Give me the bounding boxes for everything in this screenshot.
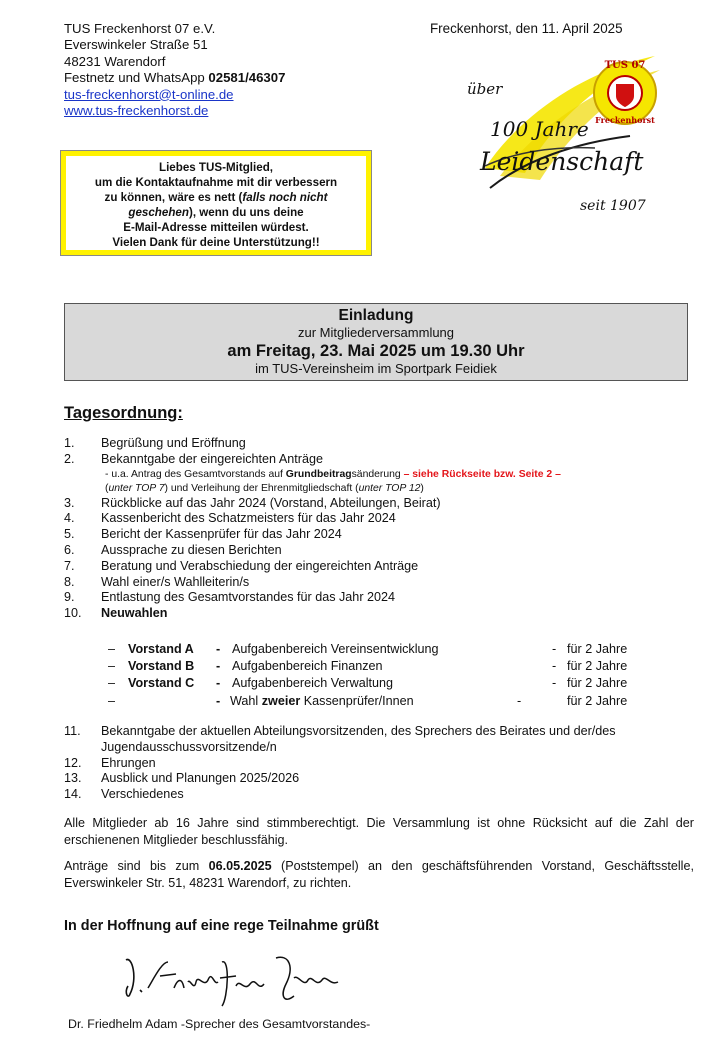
agenda-item: 6. Aussprache zu diesen Berichten — [64, 542, 282, 557]
notice-line: um die Kontaktaufnahme mit dir verbessern — [94, 176, 338, 189]
invitation-venue: im TUS-Vereinsheim im Sportpark Feidiek — [255, 361, 497, 376]
agenda-item: 9. Entlastung des Gesamtvorstandes für das Jahr 2024 — [64, 590, 396, 605]
agenda-list-continued — [64, 724, 704, 803]
agenda-heading: Tagesordnung: — [64, 404, 183, 422]
agenda-item: 12. Ehrungen — [64, 755, 156, 770]
notice-line: Liebes TUS-Mitglied, — [158, 161, 273, 174]
letter-date: Freckenhorst, den 11. April 2025 — [430, 21, 623, 36]
notice-text — [66, 156, 366, 250]
notice-line: geschehen), wenn du uns deine — [128, 206, 304, 219]
agenda-item: 11. Bekanntgabe der aktuellen Abteilungsvorsitzenden, des Sprechers des Beirates und der/des Jugendausschussvorsitzende/n — [64, 724, 616, 754]
agenda-item: 10. Neuwahlen — [64, 606, 168, 621]
sender-city: 48231 Warendorf — [64, 53, 166, 69]
sender-address — [64, 21, 285, 119]
greeting: In der Hoffnung auf eine rege Teilnahme grüßt — [64, 918, 379, 934]
agenda-item: 4. Kassenbericht des Schatzmeisters für das Jahr 2024 — [64, 511, 396, 526]
motions-text: Anträge sind bis zum 06.05.2025 (Poststempel) an den geschäftsführenden Vorstand, Geschäftsstelle, Everswinkeler Str. 51, 48231 Warendorf, zu richten. — [64, 859, 694, 890]
board-row: – Vorstand B - Aufgabenbereich Finanzen - für 2 Jahre — [108, 659, 628, 673]
notice-line: zu können, wäre es nett (falls noch nicht — [104, 191, 328, 204]
invitation-box — [64, 303, 688, 381]
agenda-item: 1. Begrüßung und Eröffnung — [64, 436, 246, 450]
sender-name: TUS Freckenhorst 07 e.V. — [64, 21, 216, 36]
logo-since: seit 1907 — [580, 198, 646, 214]
invitation-subtitle: zur Mitgliederversammlung — [297, 325, 455, 340]
agenda-item: 5. Bericht der Kassenprüfer für das Jahr 2024 — [64, 527, 342, 542]
board-row: – Vorstand C - Aufgabenbereich Verwaltung - für 2 Jahre — [108, 676, 628, 690]
email-link[interactable]: tus-freckenhorst@t-online.de — [64, 86, 234, 102]
signer-name: Dr. Friedhelm Adam -Sprecher des Gesamtvorstandes- — [68, 1017, 371, 1031]
notice-line: Vielen Dank für deine Unterstützung!! — [112, 236, 320, 249]
club-anniversary-logo — [455, 48, 670, 223]
voting-rights-text: Alle Mitglieder ab 16 Jahre sind stimmberechtigt. Die Versammlung ist ohne Rücksicht auf die Zahl der erschienenen Mitglieder beschlussfähig. — [64, 816, 694, 847]
email-request-notice — [60, 150, 372, 256]
website-link[interactable]: www.tus-freckenhorst.de — [64, 103, 209, 119]
agenda-item: 8. Wahl einer/s Wahlleiterin/s — [64, 574, 250, 589]
sender-street: Everswinkeler Straße 51 — [64, 37, 208, 53]
auditor-row: – - Wahl zweier Kassenprüfer/Innen - für 2 Jahre — [108, 694, 628, 708]
club-badge — [594, 60, 656, 125]
phone-label: Festnetz und WhatsApp — [64, 70, 205, 86]
board-row: – Vorstand A - Aufgabenbereich Vereinsentwicklung - für 2 Jahre — [108, 642, 628, 656]
agenda-item: 14. Verschiedenes — [64, 787, 184, 802]
badge-top-text: TUS 07 — [604, 60, 646, 71]
agenda-item-note: - u.a. Antrag des Gesamtvorstands auf Grundbeitragsänderung – siehe Rückseite bzw. Seite 2 – (unter TOP 7) und Verleihung der Ehrenmitgliedschaft (unter TOP 12) — [105, 468, 561, 494]
notice-line: E-Mail-Adresse mitteilen würdest. — [123, 221, 309, 234]
phone-number: 02581/46307 — [208, 70, 286, 86]
agenda-item: 7. Beratung und Verabschiedung der eingereichten Anträge — [64, 558, 419, 573]
agenda-item: 2. Bekanntgabe der eingereichten Anträge — [64, 451, 323, 466]
agenda-item: 3. Rückblicke auf das Jahr 2024 (Vorstand, Abteilungen, Beirat) — [64, 495, 441, 510]
logo-word-ueber: über — [467, 80, 503, 98]
agenda-list — [64, 436, 704, 622]
handwritten-signature — [118, 948, 348, 1008]
sender-phone — [64, 70, 285, 86]
invitation-title: Einladung — [338, 307, 414, 324]
logo-passion: Leidenschaft — [480, 147, 644, 176]
logo-years: 100 Jahre — [490, 117, 589, 141]
badge-bottom-text: Freckenhorst — [595, 115, 655, 125]
invitation-datetime: am Freitag, 23. Mai 2025 um 19.30 Uhr — [227, 342, 525, 360]
agenda-item: 13. Ausblick und Planungen 2025/2026 — [64, 771, 300, 786]
